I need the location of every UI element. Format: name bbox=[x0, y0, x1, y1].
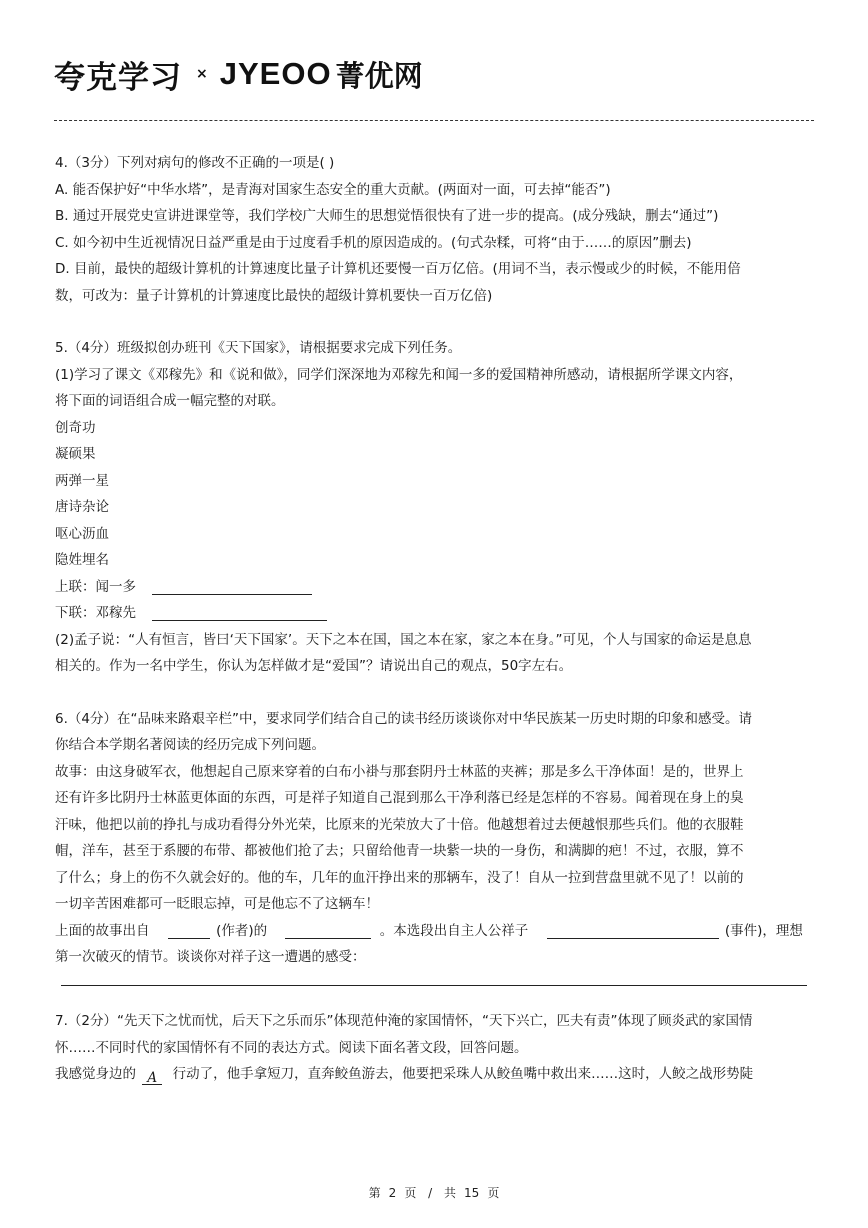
question-stem: 你结合本学期名著阅读的经历完成下列问题。 bbox=[55, 737, 325, 753]
page-header bbox=[54, 52, 423, 96]
option-b: B. 通过开展党史宣讲进课堂等，我们学校广大师生的思想觉悟很快有了进一步的提高。(成分残缺，删去“通过”) bbox=[55, 208, 719, 224]
couplet-upper bbox=[55, 574, 815, 601]
word-item: 创奇功 bbox=[55, 419, 96, 436]
question-7 bbox=[55, 1008, 815, 1088]
part1-text: (1)学习了课文《邓稼先》和《说和做》，同学们深深地为邓稼先和闻一多的爱国精神所感动，请根据所学课文内容， bbox=[55, 366, 743, 383]
fill-text: (事件)，理想 bbox=[724, 922, 803, 939]
part1-text: 将下面的词语组合成一幅完整的对联。 bbox=[55, 393, 285, 409]
story-text: 故事：由这身破军衣，他想起自己原来穿着的白布小褂与那套阴丹士林蓝的夹裤；那是多么干净体面！是的，世界上 bbox=[55, 763, 744, 780]
page-prefix: 第 bbox=[368, 1186, 381, 1200]
page-footer bbox=[0, 1184, 868, 1201]
story-text: 汗味，他把以前的挣扎与成功看得分外光荣，比原来的光荣放大了十倍。他越想着过去便越恨那些兵们。他的衣服鞋 bbox=[55, 816, 744, 833]
story-text: 了什么；身上的伤不久就会好的。他的车，几年的血汗挣出来的那辆车，没了！自从一拉到营盘里就不见了！以前的 bbox=[55, 869, 744, 886]
spacer bbox=[55, 680, 815, 706]
header-divider bbox=[54, 120, 814, 121]
fill-text: 上面的故事出自 bbox=[55, 922, 150, 939]
word-item: 凝硕果 bbox=[55, 446, 96, 462]
question-stem: 怀……不同时代的家国情怀有不同的表达方式。阅读下面名著文段，回答问题。 bbox=[55, 1039, 528, 1056]
page-separator: / bbox=[428, 1186, 433, 1200]
part2-text: 相关的。作为一名中学生，你认为怎样做才是“爱国”？请说出自己的观点，50字左右。 bbox=[55, 658, 573, 674]
option-d: D. 目前，最快的超级计算机的计算速度比量子计算机还要慢一百万亿倍。(用词不当，表示慢或少的时候，不能用倍 bbox=[55, 261, 741, 277]
question-4 bbox=[55, 150, 815, 309]
option-c: C. 如今初中生近视情况日益严重是由于过度看手机的原因造成的。(句式杂糅，可将“由于……的原因”删去) bbox=[55, 234, 692, 251]
question-stem: 6.（4分）在“品味来路艰辛栏”中，要求同学们结合自己的读书经历谈谈你对中华民族某一历史时期的印象和感受。请 bbox=[55, 710, 752, 727]
option-d-cont: 数，可改为：量子计算机的计算速度比最快的超级计算机要快一百万亿倍) bbox=[55, 287, 493, 304]
brand-logo-jingyou: 菁优网 bbox=[335, 58, 423, 93]
word-item: 唐诗杂论 bbox=[55, 499, 109, 515]
fill-text: 。本选段出自主人公祥子 bbox=[379, 922, 529, 939]
book-blank[interactable] bbox=[285, 921, 371, 939]
couplet-lower-blank[interactable] bbox=[152, 603, 327, 621]
couplet-lower-label: 下联：邓稼先 bbox=[55, 605, 136, 621]
passage-text-b: 行动了，他手拿短刀，直奔鲛鱼游去，他要把采珠人从鲛鱼嘴中救出来……这时，人鲛之战形势陡 bbox=[172, 1066, 754, 1082]
word-item: 隐姓埋名 bbox=[55, 552, 109, 568]
couplet-upper-label: 上联：闻一多 bbox=[55, 578, 136, 595]
question-stem: 7.（2分）“先天下之忧而忧，后天下之乐而乐”体现范仲淹的家国情怀，“天下兴亡，匹夫有责”体现了顾炎武的家国情 bbox=[55, 1013, 753, 1029]
total-prefix: 共 bbox=[444, 1186, 457, 1200]
question-6 bbox=[55, 706, 815, 987]
fill-text: (作者)的 bbox=[216, 922, 268, 939]
total-unit: 页 bbox=[487, 1186, 500, 1200]
story-text: 还有许多比阴丹士林蓝更体面的东西，可是祥子知道自己混到那么干净利落已经是怎样的不容易。闻着现在身上的臭 bbox=[55, 790, 744, 806]
word-item: 两弹一星 bbox=[55, 472, 109, 489]
fill-line-2: 第一次破灭的情节。谈谈你对祥子这一遭遇的感受： bbox=[55, 949, 366, 965]
event-blank[interactable] bbox=[547, 921, 719, 939]
brand-logo-quark: 夸克学习 bbox=[54, 59, 182, 96]
brand-separator: × bbox=[196, 66, 208, 82]
spacer bbox=[55, 309, 815, 335]
couplet-lower bbox=[55, 600, 815, 627]
option-a: A. 能否保护好“中华水塔”，是青海对国家生态安全的重大贡献。(两面对一面，可去掉“能否”) bbox=[55, 181, 611, 198]
story-text: 一切辛苦困难都可一眨眼忘掉，可是他忘不了这辆车！ bbox=[55, 896, 379, 912]
passage-text-a: 我感觉身边的 bbox=[55, 1066, 136, 1082]
total-pages: 15 bbox=[464, 1186, 480, 1200]
question-stem: 5.（4分）班级拟创办班刊《天下国家》，请根据要求完成下列任务。 bbox=[55, 340, 462, 356]
fill-line bbox=[55, 918, 815, 945]
word-item: 呕心沥血 bbox=[55, 525, 109, 542]
part2-text: (2)孟子说：“人有恒言，皆曰‘天下国家’。天下之本在国，国之本在家，家之本在身。”可见，个人与国家的命运是息息 bbox=[55, 631, 752, 648]
page-unit: 页 bbox=[404, 1186, 417, 1200]
question-5 bbox=[55, 335, 815, 680]
document-body bbox=[55, 150, 815, 1088]
couplet-upper-blank[interactable] bbox=[152, 577, 312, 595]
page-number: 2 bbox=[388, 1186, 397, 1200]
answer-line[interactable] bbox=[61, 985, 807, 987]
answer-blank-a[interactable]: A bbox=[142, 1065, 162, 1085]
brand-logo-jyeoo: JYEOO bbox=[219, 56, 332, 91]
author-blank[interactable] bbox=[168, 921, 210, 939]
passage-text bbox=[55, 1061, 815, 1088]
story-text: 帽，洋车，甚至于系腰的布带、都被他们抢了去；只留给他青一块紫一块的一身伤，和满脚的疤！不过，衣服，算不 bbox=[55, 843, 744, 859]
question-stem: 4.（3分）下列对病句的修改不正确的一项是( ) bbox=[55, 155, 335, 171]
